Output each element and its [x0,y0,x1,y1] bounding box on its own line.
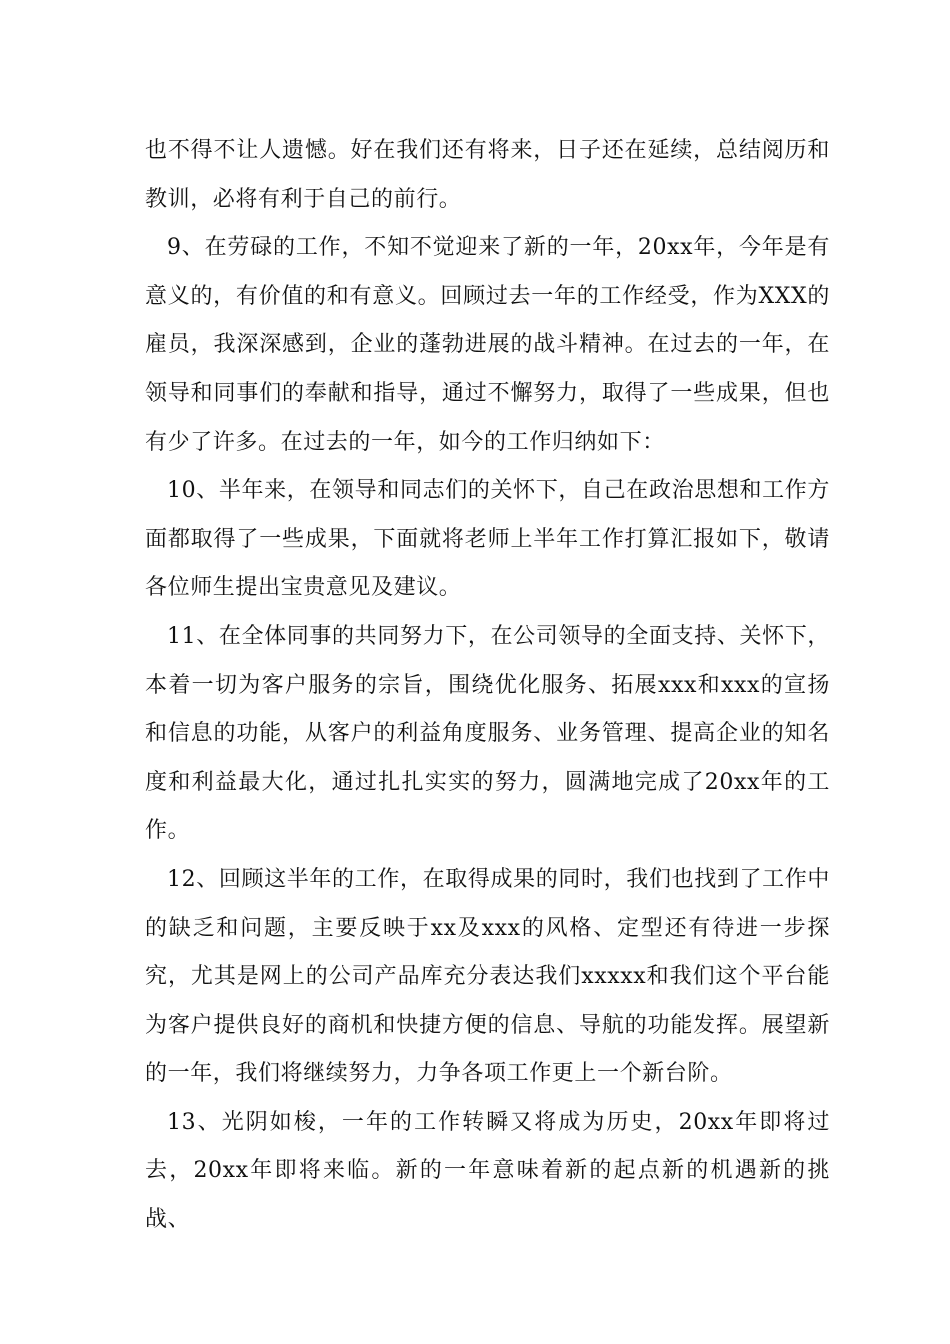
paragraph-item-13: 13、光阴如梭，一年的工作转瞬又将成为历史，20xx年即将过去，20xx年即将来临。新的一年意味着新的起点新的机遇新的挑战、 [145,1109,830,1233]
paragraph-item-12: 12、回顾这半年的工作，在取得成果的同时，我们也找到了工作中的缺乏和问题，主要反映于xx及xxx的风格、定型还有待进一步探究，尤其是网上的公司产品库充分表达我们xxxxx和我们这个平台能为客户提供良好的商机和快捷方便的信息、导航的功能发挥。展望新的一年，我们将继续努力，力争各项工作更上一个新台阶。 [145,866,830,1087]
paragraph-item-9: 9、在劳碌的工作，不知不觉迎来了新的一年，20xx年，今年是有意义的，有价值的和有意义。回顾过去一年的工作经受，作为XXX的雇员，我深深感到，企业的蓬勃进展的战斗精神。在过去的一年，在领导和同事们的奉献和指导，通过不懈努力，取得了一些成果，但也有少了许多。在过去的一年，如今的工作归纳如下： [145,235,830,455]
paragraph-item-10: 10、半年来，在领导和同志们的关怀下，自己在政治思想和工作方面都取得了一些成果，下面就将老师上半年工作打算汇报如下，敬请各位师生提出宝贵意见及建议。 [145,478,830,601]
paragraph-continuation: 也不得不让人遗憾。好在我们还有将来，日子还在延续，总结阅历和教训，必将有利于自己的前行。 [145,138,830,212]
paragraph-item-11: 11、在全体同事的共同努力下，在公司领导的全面支持、关怀下，本着一切为客户服务的宗旨，围绕优化服务、拓展xxx和xxx的宣扬和信息的功能，从客户的利益角度服务、业务管理、提高企业的知名度和利益最大化，通过扎扎实实的努力，圆满地完成了20xx年的工作。 [145,623,830,844]
document-body [145,127,830,1245]
